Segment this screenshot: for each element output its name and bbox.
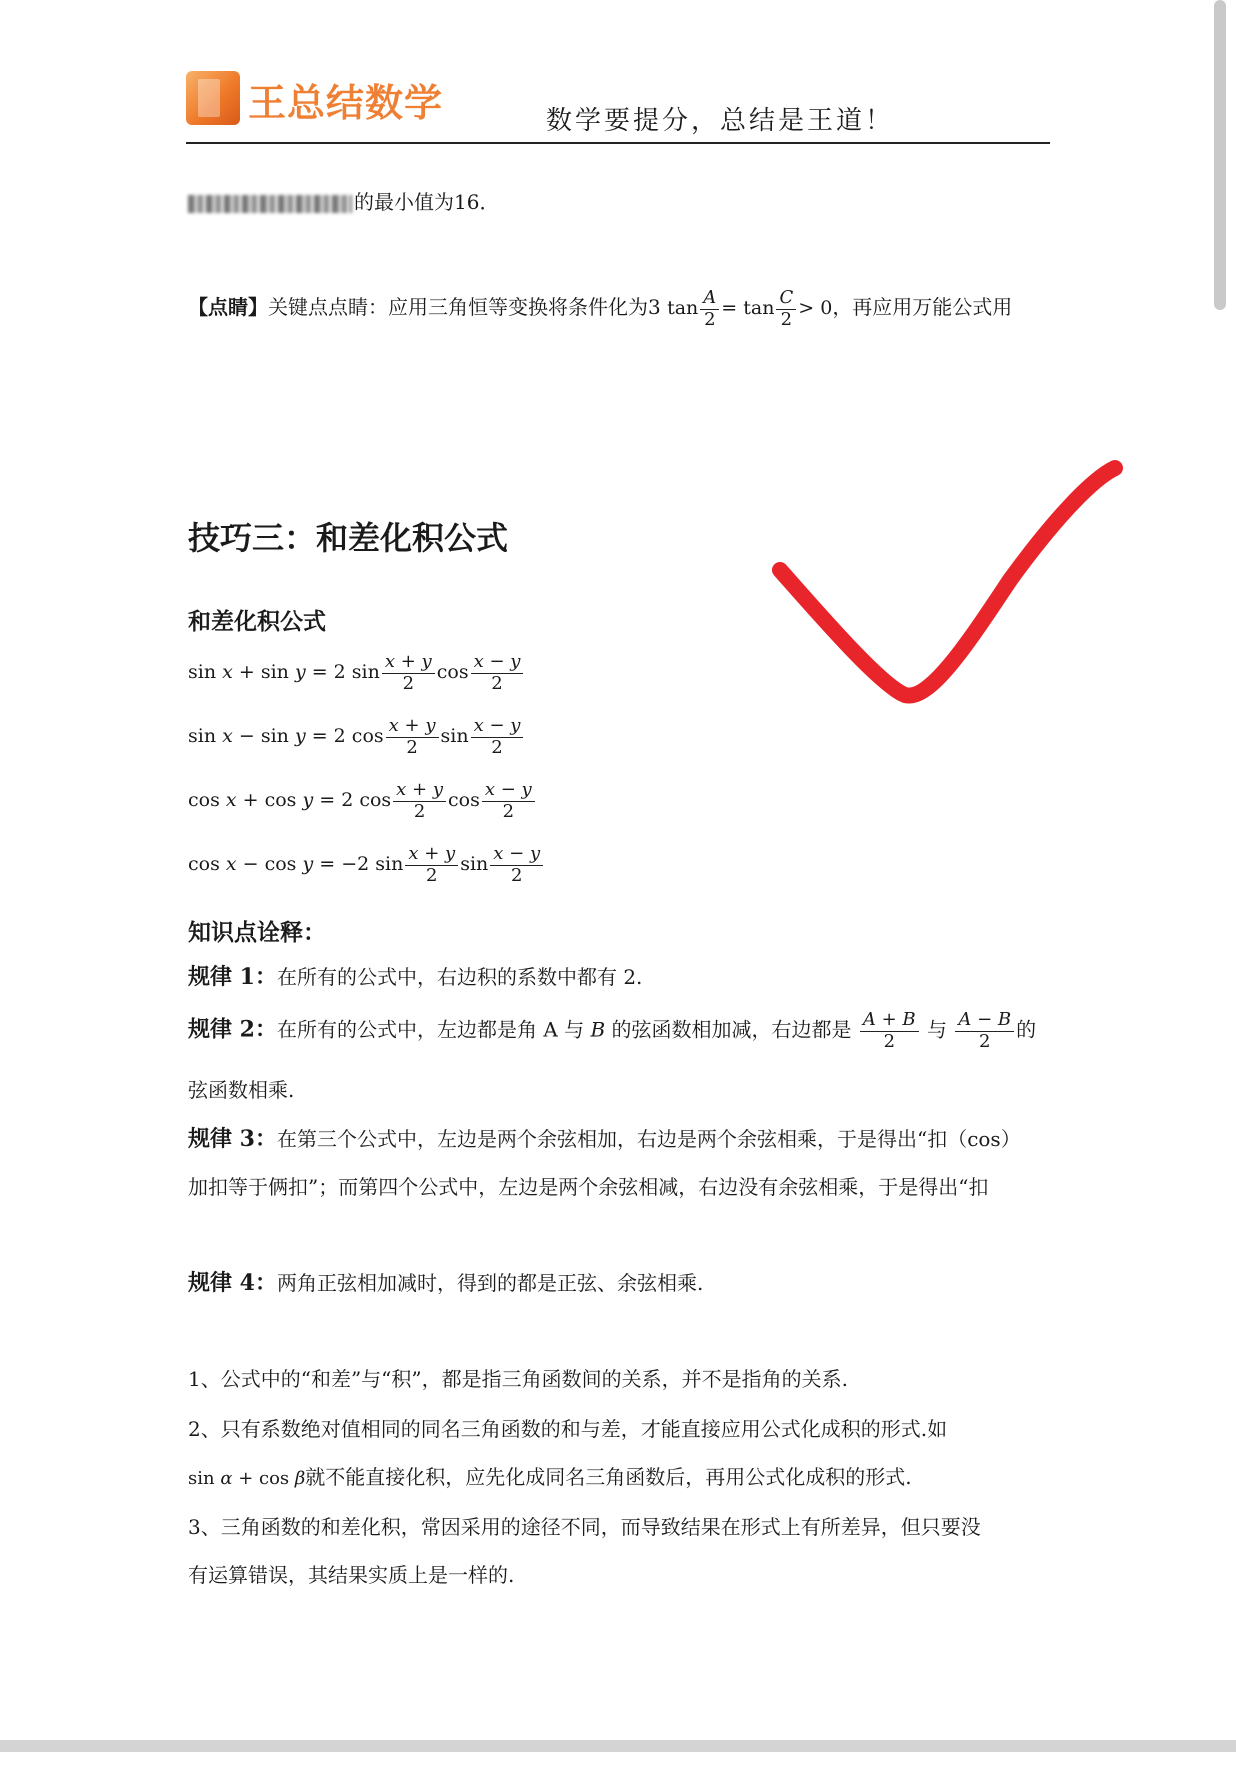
formula-cos-sum: cos x + cos y = 2 cos $\frac{x + y}{2}$ cos $\frac{x - y}{2}$ <box>188 780 537 822</box>
section-title: 技巧三：和差化积公式 <box>188 519 509 557</box>
note-1: 1、公式中的“和差”与“积”，都是指三角函数间的关系，并不是指角的关系. <box>188 1367 848 1391</box>
rule-4 <box>188 1270 703 1296</box>
formula-sin-sum: sin x + sin y = 2 sin $\frac{x + y}{2}$ cos $\frac{x - y}{2}$ <box>188 652 525 694</box>
rule-4-text: 两角正弦相加减时，得到的都是正弦、余弦相乘. <box>276 1271 704 1295</box>
rule-4-label: 规律 4： <box>188 1270 277 1296</box>
key-point-text-2: ，再应用万能公式用 <box>832 295 1013 320</box>
key-point-label: 【点睛】 <box>188 295 268 320</box>
rule-3 <box>188 1126 1021 1152</box>
intro-suffix: 的最小值为16． <box>354 190 500 214</box>
note-3: 3、三角函数的和差化积，常因采用的途径不同，而导致结果在形式上有所差异，但只要没 <box>188 1515 981 1539</box>
rule-2-frac-sum: $\frac{A + B}{2}$ <box>860 1010 919 1052</box>
key-point-formula: tan $\frac{A}{2}$ = tan $\frac{C}{2}$ > 0 <box>667 287 833 330</box>
logo-text: 王总结数学 <box>248 81 444 125</box>
logo-icon <box>186 71 240 125</box>
formula-cos-diff: cos x − cos y = −2 sin $\frac{x + y}{2}$ sin $\frac{x - y}{2}$ <box>188 844 545 886</box>
rule-2-line-2: 弦函数相乘. <box>188 1078 295 1102</box>
formula-heading: 和差化积公式 <box>188 609 326 635</box>
note-2: 2、只有系数绝对值相同的同名三角函数的和与差，才能直接应用公式化成积的形式.如 <box>188 1417 948 1441</box>
formula-sin-diff: sin x − sin y = 2 cos $\frac{x + y}{2}$ sin $\frac{x - y}{2}$ <box>188 716 525 758</box>
key-point-line <box>188 288 1012 330</box>
rule-3-line-2: 加扣等于俩扣”；而第四个公式中，左边是两个余弦相减，右边没有余弦相乘，于是得出“扣 <box>188 1175 989 1199</box>
note-2-line-2 <box>188 1465 912 1490</box>
rule-1-label: 规律 1： <box>188 964 277 990</box>
rule-1-text: 在所有的公式中，右边积的系数中都有 2. <box>276 965 643 989</box>
header-divider <box>186 142 1050 144</box>
knowledge-heading: 知识点诠释： <box>188 920 326 946</box>
note-3-line-2: 有运算错误，其结果实质上是一样的. <box>188 1563 515 1587</box>
rule-2-label: 规律 2： <box>188 1016 277 1043</box>
rule-3-label: 规律 3： <box>188 1126 277 1152</box>
rule-2-text-2: 的弦函数相加减，右边都是 <box>605 1017 852 1042</box>
rule-2-frac-diff: $\frac{A - B}{2}$ <box>955 1010 1014 1052</box>
rule-2-text-italic: B <box>590 1017 606 1042</box>
rule-2-text-1: 在所有的公式中，左边都是角 A 与 <box>276 1017 591 1042</box>
slogan: 数学要提分，总结是王道！ <box>546 106 895 136</box>
rule-2-join: 与 <box>927 1017 948 1042</box>
bottom-bar <box>0 1740 1236 1752</box>
scrollbar[interactable] <box>1214 0 1226 310</box>
rule-1 <box>188 964 642 990</box>
key-point-text-1: 关键点点睛：应用三角恒等变换将条件化为3 <box>268 295 661 320</box>
checkmark-icon <box>760 440 1140 720</box>
rule-3-text-1: 在第三个公式中，左边是两个余弦相加，右边是两个余弦相乘，于是得出“扣（cos） <box>276 1127 1021 1151</box>
logo <box>186 68 456 128</box>
note-2-text: 就不能直接化积，应先化成同名三角函数后，再用公式化成积的形式. <box>305 1465 912 1489</box>
rule-2 <box>188 1010 1036 1052</box>
rule-2-end: 的 <box>1016 1017 1037 1042</box>
intro-line <box>188 190 499 214</box>
note-2-formula: sin α + cos β <box>188 1468 306 1489</box>
blurred-text <box>188 195 352 213</box>
